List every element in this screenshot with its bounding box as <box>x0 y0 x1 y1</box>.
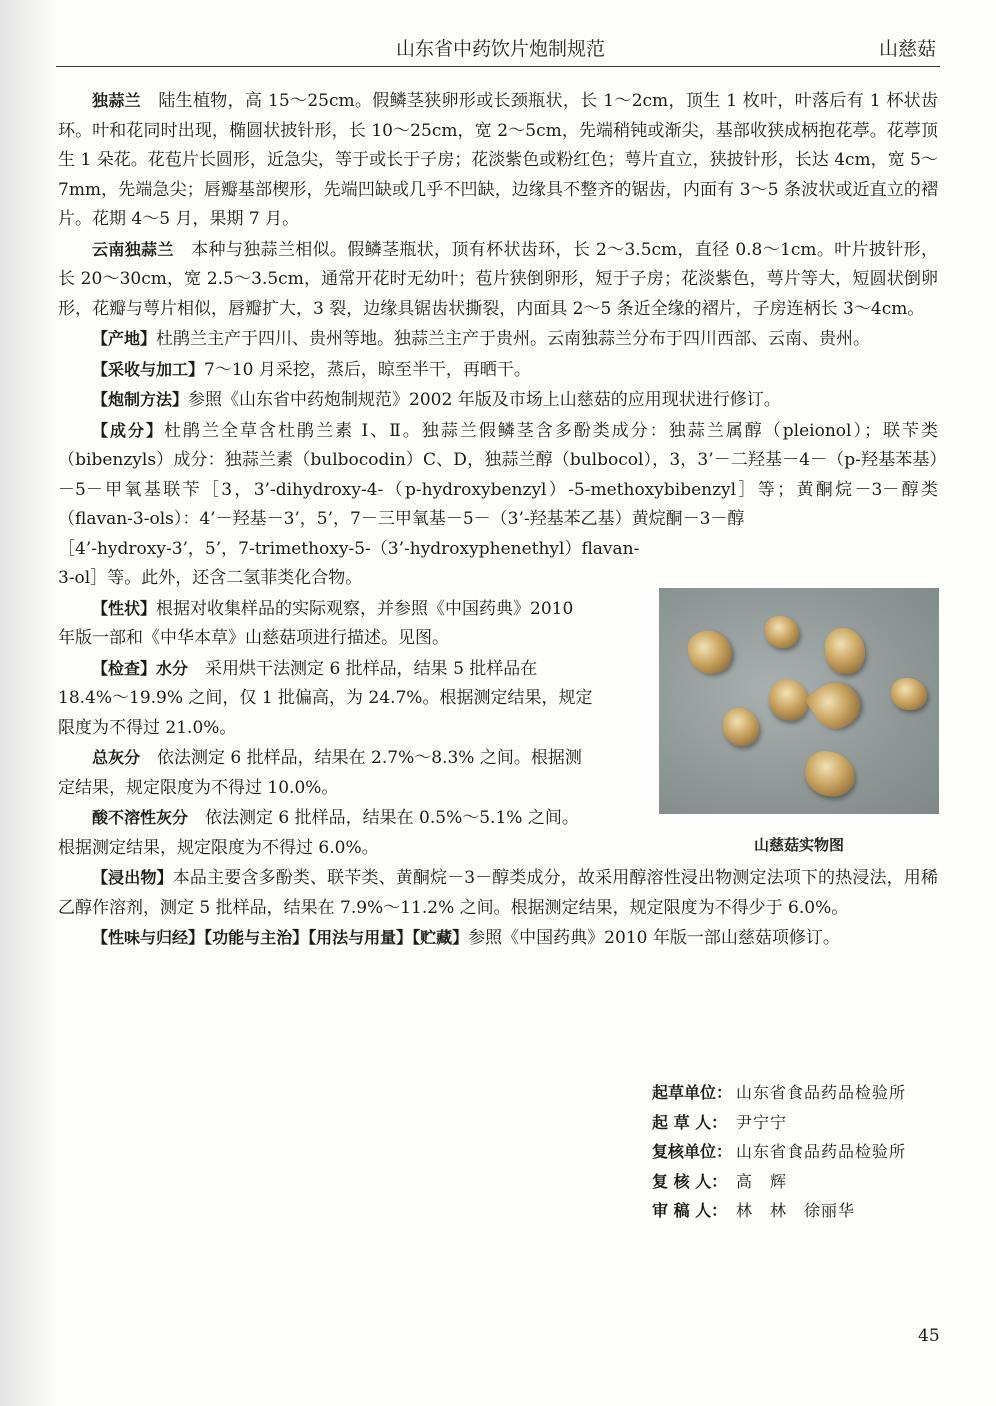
paragraph-text: 根据对收集样品的实际观察，并参照《中国药典》2010 <box>156 598 574 619</box>
paragraph-text: 采用烘干法测定 6 批样品，结果 5 批样品在 <box>188 658 538 679</box>
term-dusuanlan: 独蒜兰 <box>92 91 141 110</box>
specimen-slice <box>802 748 859 800</box>
paragraph-text: 依法测定 6 批样品，结果在 2.7%～8.3% 之间。根据测 <box>140 748 582 768</box>
paragraph-paozhi <box>58 385 938 416</box>
paragraph-xingwei <box>58 923 938 954</box>
paragraph-zonghui <box>58 743 648 774</box>
credit-label: 审 稿 人： <box>652 1201 728 1220</box>
heading-zhucang: 【 贮藏 】 <box>412 928 468 947</box>
paragraph-text: 7～10 月采挖，蒸后，晾至半干，再晒干。 <box>204 359 531 380</box>
heading-jinchu: 【 浸出物 】 <box>92 868 173 887</box>
paragraph-text: 参照《中国药典》2010 年版一部山慈菇项修订。 <box>468 928 840 948</box>
credit-label: 起草单位： <box>652 1083 733 1102</box>
specimen-slice <box>804 673 868 737</box>
credit-value: 尹宁宁 <box>736 1112 788 1132</box>
heading-yongfa: 【 用法与用量 】 <box>308 928 412 947</box>
heading-chengfen: 【 成分 】 <box>92 421 164 440</box>
heading-xingzhuang: 【 性状 】 <box>92 599 156 618</box>
paragraph-xingzhuang <box>58 594 648 625</box>
specimen-slice <box>723 708 759 746</box>
credit-label: 复核单位： <box>652 1142 733 1161</box>
zonghui-continued: 定结果，规定限度为不得过 10.0%。 <box>58 777 339 798</box>
specimen-slice <box>683 624 738 680</box>
chapter-name: 山慈菇 <box>878 38 936 60</box>
paragraph-caishou <box>58 355 938 386</box>
credit-value: 高 辉 <box>736 1171 788 1191</box>
credit-value: 山东省食品药品检验所 <box>736 1142 907 1161</box>
paragraph-chandi <box>58 324 938 355</box>
suanbu-continued: 根据测定结果，规定限度为不得过 6.0%。 <box>58 837 379 858</box>
binding-shadow <box>0 0 58 1406</box>
credit-row-editor <box>652 1196 952 1226</box>
heading-chandi: 【 产地 】 <box>92 329 156 348</box>
credit-row-reviewer <box>652 1167 952 1197</box>
heading-gongneng: 【 功能与主治 】 <box>204 928 308 947</box>
paragraph-text: 陆生植物，高 15～25cm。假鳞茎狭卵形或长颈瓶状，长 1～2cm，顶生 1 枚叶，叶落后有 1 杯状齿环。叶和花同时出现，椭圆状披针形，长 10～25cm，宽 2～5cm，先端稍钝或渐尖，基部收狭成柄抱花葶。花葶顶生 1 朵花。花苞片长圆形，近急尖，等于或长于子房；花淡紫色或粉红色；萼片直立，狭披针形，长达 4cm，宽 5～7mm，先端急尖；唇瓣基部楔形，先端凹缺或几乎不凹缺，边缘具不整齐的锯齿，内面有 3～5 条波状或近直立的褶片。花期 4～5 月，果期 7 月。 <box>58 91 938 229</box>
chengfen-continued-2: 3-ol］等。此外，还含二氢菲类化合物。 <box>58 568 363 588</box>
paragraph-chengfen <box>58 416 938 535</box>
credits-block <box>652 1078 952 1226</box>
heading-xingwei: 【 性味与归经 】 <box>92 928 204 947</box>
specimen-photo <box>659 588 939 814</box>
term-yunnan: 云南独蒜兰 <box>92 239 174 259</box>
credit-label: 复 核 人： <box>652 1171 728 1191</box>
paragraph-text: 参照《山东省中药炮制规范》2002 年版及市场上山慈菇的应用现状进行修订。 <box>188 390 781 410</box>
paragraph-jinchu <box>58 863 938 923</box>
heading-paozhi: 【 炮制方法 】 <box>92 390 188 409</box>
paragraph-text: 本品主要含多酚类、联苄类、黄酮烷－3－醇类成分，故采用醇溶性浸出物测定法项下的热浸法，用稀乙醇作溶剂，测定 5 批样品，结果在 7.9%～11.2% 之间。根据测定结果，规定限度为不得少于 6.0%。 <box>58 868 938 918</box>
paragraph-text: 依法测定 6 批样品，结果在 0.5%～5.1% 之间。 <box>188 808 579 828</box>
heading-jiancha: 【 检查 】 <box>92 659 156 678</box>
heading-caishou: 【 采收与加工 】 <box>92 360 204 379</box>
sub-shuifen: 水分 <box>156 658 189 678</box>
specimen-slice <box>825 628 865 674</box>
credit-row-review-unit <box>652 1137 952 1167</box>
credit-row-drafter <box>652 1108 952 1138</box>
paragraph-yunnan <box>58 235 938 325</box>
paragraph-text: 本种与独蒜兰相似。假鳞茎瓶状，顶有杯状齿环，长 2～3.5cm，直径 0.8～1cm。叶片披针形，长 20～30cm，宽 2.5～3.5cm，通常开花时无幼叶；苞片狭倒卵形，短于子房；花淡紫色，萼片等大，短圆状倒卵形，花瓣与萼片相似，唇瓣扩大，3 裂，边缘具锯齿状撕裂，内面具 2～5 条近全缘的褶片，子房连柄长 3～4cm。 <box>58 239 938 319</box>
sub-suanbu: 酸不溶性灰分 <box>92 808 189 827</box>
page-header <box>56 26 940 67</box>
credit-value: 山东省食品药品检验所 <box>736 1083 907 1102</box>
sub-zonghui: 总灰分 <box>92 748 141 767</box>
figure-caption: 山慈菇实物图 <box>753 836 844 854</box>
page-number: 45 <box>918 1326 940 1346</box>
paragraph-text: 杜鹃兰主产于四川、贵州等地。独蒜兰主产于贵州。云南独蒜兰分布于四川西部、云南、贵州。 <box>156 329 871 349</box>
paragraph-jiancha <box>58 654 648 685</box>
paragraph-dusuanlan <box>58 86 938 235</box>
credit-row-drafting-unit <box>652 1078 952 1108</box>
paragraph-text: 杜鹃兰全草含杜鹃兰素 Ⅰ、Ⅱ。独蒜兰假鳞茎含多酚类成分：独蒜兰属醇（pleionol）；联苄类（bibenzyls）成分：独蒜兰素（bulbocodin）C、D，独蒜兰醇（bulbocol），3，3’－二羟基－4－（p-羟基苯基）－5－甲氧基联苄［3，3’-dihydroxy-4-（p-hydroxybenzyl）-5-methoxybibenzyl］等；黄酮烷－3－醇类（flavan-3-ols）：4’－羟基－3’，5’，7－三甲氧基－5－（3’-羟基苯乙基）黄烷酮－3－醇 <box>58 420 938 529</box>
xingzhuang-continued: 年版一部和《中华本草》山慈菇项进行描述。见图。 <box>58 628 449 648</box>
credit-value: 林 林 徐丽华 <box>736 1201 856 1220</box>
running-title: 山东省中药饮片炮制规范 <box>396 38 606 60</box>
jiancha-continued-1: 18.4%～19.9% 之间，仅 1 批偏高，为 24.7%。根据测定结果，规定 <box>58 688 593 708</box>
jiancha-continued-2: 限度为不得过 21.0%。 <box>58 717 237 738</box>
specimen-slice <box>765 616 799 648</box>
specimen-slice <box>891 678 927 710</box>
credit-label: 起 草 人： <box>652 1112 728 1132</box>
chengfen-continued-1: ［4’-hydroxy-3’，5’，7-trimethoxy-5-（3’-hydroxyphenethyl）flavan- <box>58 538 640 559</box>
paragraph-suanbu <box>58 803 648 834</box>
figure <box>659 588 939 864</box>
